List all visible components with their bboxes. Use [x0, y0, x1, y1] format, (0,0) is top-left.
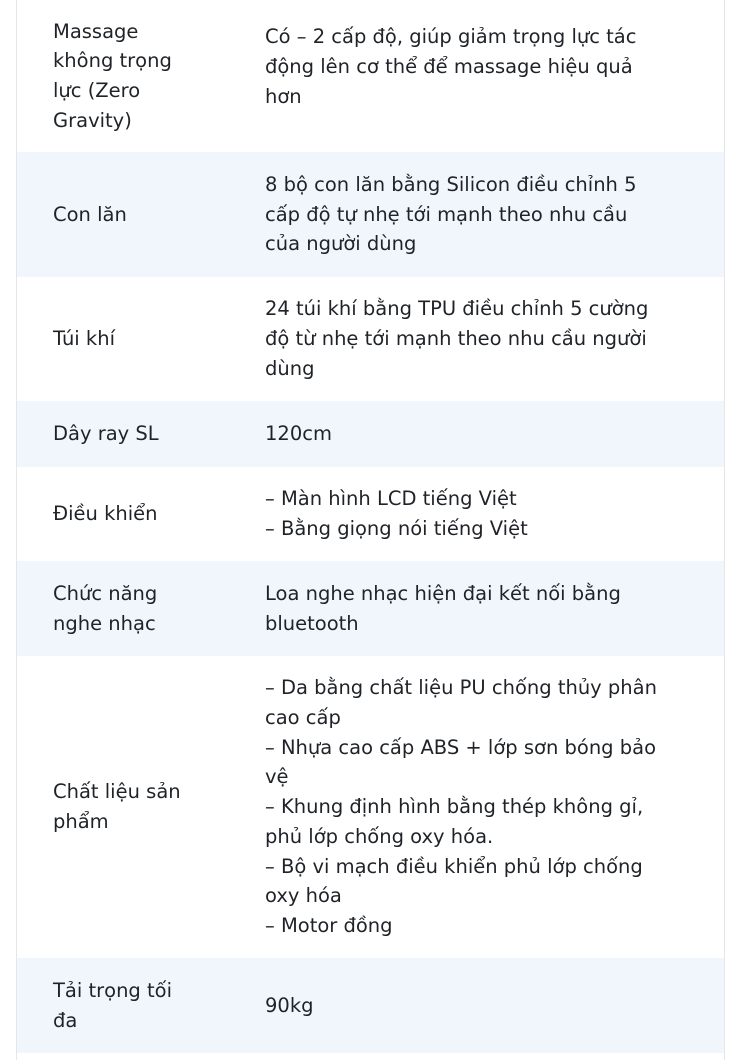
row-value-max-load: 90kg	[265, 993, 314, 1017]
table-row	[17, 0, 724, 152]
spec-table	[17, 0, 724, 1060]
table-row	[17, 1053, 724, 1060]
row-label-music: Chức năng nghe nhạc	[53, 581, 158, 635]
row-value-rollers: 8 bộ con lăn bằng Silicon điều chỉnh 5 cấp độ tự nhẹ tới mạnh theo nhu cầu của người dùng	[265, 172, 637, 256]
row-label-max-load: Tải trọng tối đa	[53, 978, 172, 1032]
row-value-sl-track: 120cm	[265, 422, 332, 446]
row-label-rollers: Con lăn	[53, 202, 127, 226]
table-row	[17, 152, 724, 277]
row-value-materials: – Da bằng chất liệu PU chống thủy phân cao cấp – Nhựa cao cấp ABS + lớp sơn bóng bảo vệ – Khung định hình bằng thép không gỉ, phủ lớp chống oxy hóa. – Bộ vi mạch điều khiển phủ lớp chống oxy hóa – Motor đồng	[265, 676, 657, 937]
row-value-zero-gravity: Có – 2 cấp độ, giúp giảm trọng lực tác động lên cơ thể để massage hiệu quả hơn	[265, 25, 637, 108]
table-row	[17, 561, 724, 656]
row-label-zero-gravity: Massage không trọng lực (Zero Gravity)	[53, 19, 172, 132]
row-label-control: Điều khiển	[53, 502, 158, 526]
table-row	[17, 958, 724, 1053]
table-row	[17, 277, 724, 401]
row-value-music: Loa nghe nhạc hiện đại kết nối bằng bluetooth	[265, 581, 621, 635]
table-row	[17, 467, 724, 561]
row-label-airbags: Túi khí	[53, 327, 115, 351]
table-row	[17, 401, 724, 467]
table-row	[17, 656, 724, 958]
row-value-airbags: 24 túi khí bằng TPU điều chỉnh 5 cường độ từ nhẹ tới mạnh theo nhu cầu người dùng	[265, 297, 649, 380]
row-label-materials: Chất liệu sản phẩm	[53, 780, 181, 833]
spec-table-frame	[16, 0, 725, 1060]
row-label-sl-track: Dây ray SL	[53, 422, 159, 446]
row-value-control: – Màn hình LCD tiếng Việt – Bằng giọng nói tiếng Việt	[265, 487, 528, 540]
